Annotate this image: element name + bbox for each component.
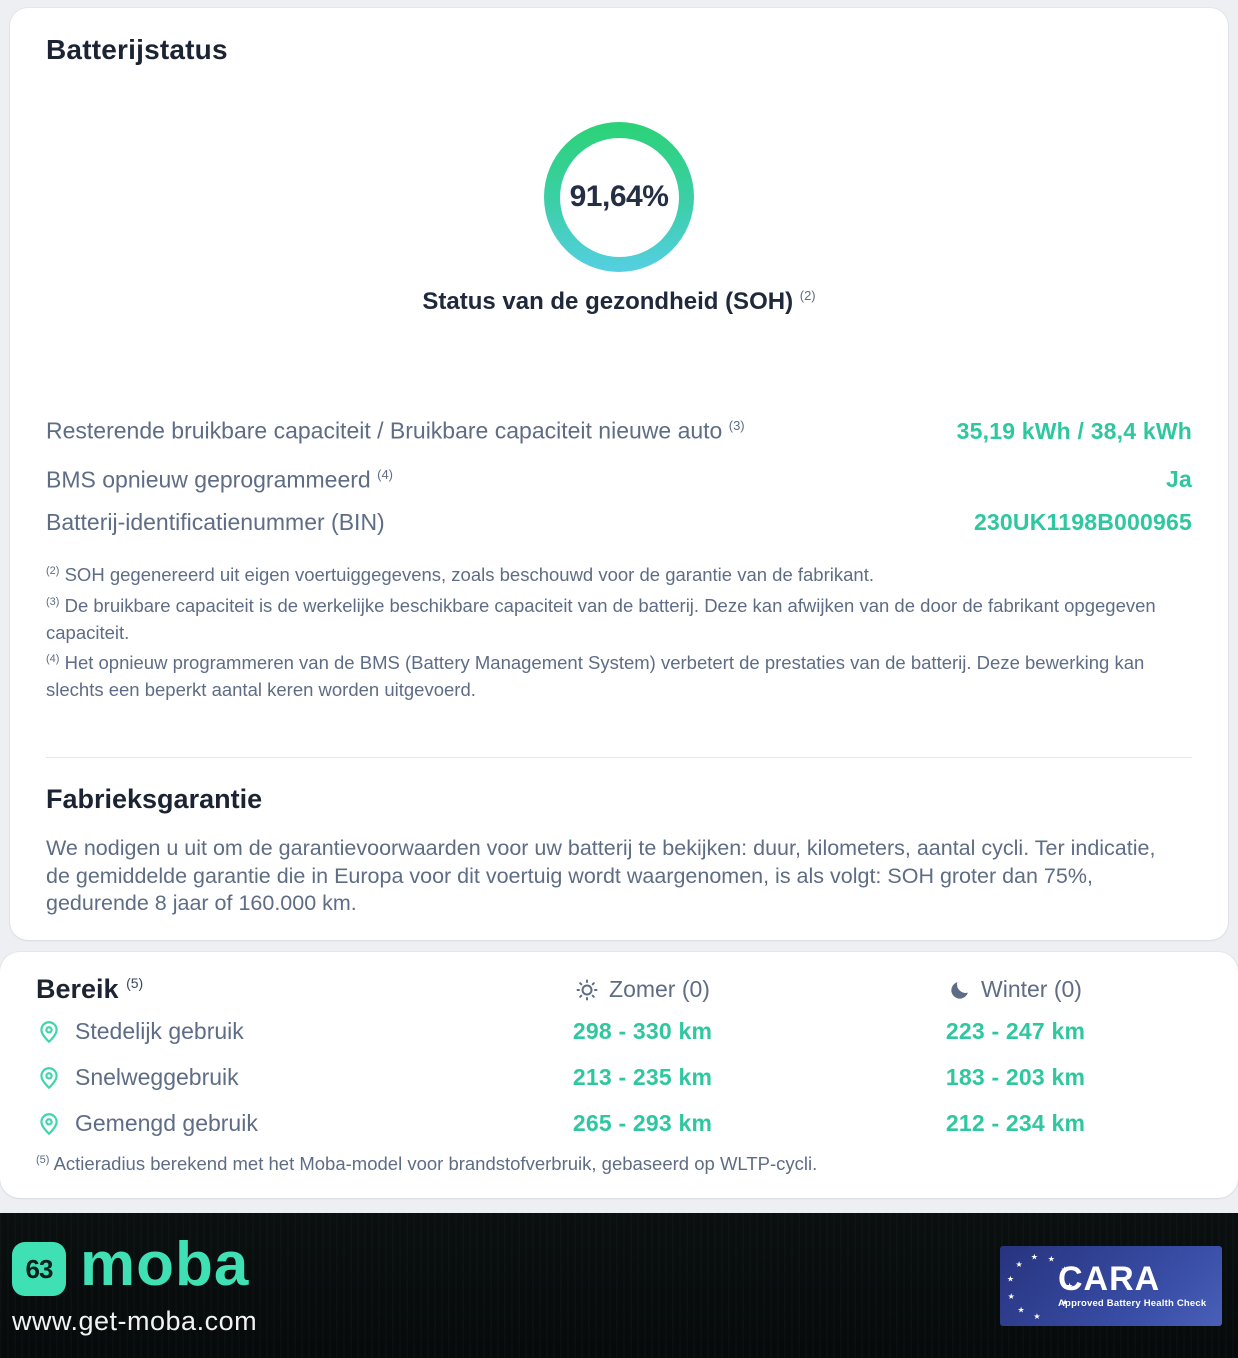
footnote-list xyxy=(46,558,1192,703)
location-pin-icon xyxy=(36,1111,62,1137)
range-value-zomer: 213 - 235 km xyxy=(572,1064,713,1090)
range-table xyxy=(36,974,1202,1143)
soh-value: 91,64% xyxy=(569,180,669,213)
spec-row-bms xyxy=(46,453,1192,502)
spec-value: 230UK1198B000965 xyxy=(973,509,1192,536)
battery-status-card xyxy=(10,8,1228,940)
range-value-winter: 212 - 234 km xyxy=(945,1110,1086,1136)
spec-label: BMS opnieuw geprogrammeerd xyxy=(46,466,371,493)
location-pin-icon xyxy=(36,1019,62,1045)
range-value-zomer: 298 - 330 km xyxy=(572,1018,713,1044)
range-row-gemengd: Gemengd gebruik xyxy=(36,1104,456,1143)
footnote-3: $^{(3)}$ De bruikbare capaciteit is de werkelijke beschikbare capaciteit van de batterij. Deze kan afwijken van de door de fabrikant opgegeven capaciteit. xyxy=(46,595,1156,643)
soh-label: Status van de gezondheid (SOH) $^{(2)}$ xyxy=(422,288,816,315)
range-card xyxy=(0,952,1238,1198)
location-pin-icon xyxy=(36,1065,62,1091)
range-row-stedelijk: Stedelijk gebruik xyxy=(36,1012,456,1051)
spec-row-capacity xyxy=(46,404,1192,453)
cara-tagline: Approved Battery Health Check xyxy=(1058,1298,1207,1309)
spec-value: Ja xyxy=(1166,466,1192,493)
page-title: Batterijstatus xyxy=(46,34,228,65)
spec-label: Resterende bruikbare capaciteit / Bruikbare capaciteit nieuwe auto xyxy=(46,417,723,444)
eu-stars-icon xyxy=(1002,1248,1078,1324)
brand-block xyxy=(12,1230,258,1337)
range-value-zomer: 265 - 293 km xyxy=(572,1110,713,1136)
soh-footnote-ref: (2) xyxy=(799,288,816,303)
section-divider xyxy=(46,757,1192,758)
range-footnote-ref: (5) xyxy=(126,975,144,991)
range-title: Bereik $^{(5)}$ xyxy=(36,974,144,1004)
soh-gauge-ring xyxy=(544,122,694,272)
footnote-5: $^{(5)}$ Actieradius berekend met het Moba-model voor brandstofverbruik, gebaseerd op WLTP-cycli. xyxy=(36,1153,818,1174)
soh-gauge xyxy=(46,122,1192,272)
moba-logo-icon: 63 xyxy=(12,1242,66,1296)
spec-label: Batterij-identificatienummer (BIN) xyxy=(46,509,385,536)
moon-icon xyxy=(949,979,971,1001)
footnote-ref: (3) xyxy=(728,418,745,433)
footnote-2: $^{(2)}$ SOH gegenereerd uit eigen voertuiggegevens, zoals beschouwd voor de garantie van de fabrikant. xyxy=(46,564,874,586)
spec-list xyxy=(46,404,1192,544)
column-header-winter: Winter (0) xyxy=(829,976,1202,1003)
cara-logo-text: CARA xyxy=(1058,1260,1161,1298)
cara-badge xyxy=(1000,1246,1222,1326)
range-value-winter: 223 - 247 km xyxy=(945,1018,1086,1044)
range-value-winter: 183 - 203 km xyxy=(945,1064,1086,1090)
spec-value: 35,19 kWh / 38,4 kWh xyxy=(956,417,1192,444)
website-link[interactable]: www.get-moba.com xyxy=(12,1306,258,1336)
footnote-4: $^{(4)}$ Het opnieuw programmeren van de BMS (Battery Management System) verbetert de prestaties van de batterij. Deze bewerking kan slechts een beperkt aantal keren worden uitgevoerd. xyxy=(46,652,1145,700)
sun-icon xyxy=(575,978,599,1002)
warranty-body: We nodigen u uit om de garantievoorwaarden voor uw batterij te bekijken: duur, kilometers, aantal cycli. Ter indicatie, de gemiddelde garantie die in Europa voor dit voertuig wordt waargenomen, is als volgt: SOH groter dan 75%, gedurende 8 jaar of 160.000 km. xyxy=(46,836,1156,916)
moba-wordmark: moba xyxy=(80,1230,250,1299)
spec-row-bin xyxy=(46,501,1192,544)
soh-gauge-center xyxy=(560,138,679,257)
range-row-snelweg: Snelweggebruik xyxy=(36,1058,456,1097)
footer xyxy=(0,1213,1238,1358)
warranty-title: Fabrieksgarantie xyxy=(46,784,263,815)
footnote-ref: (4) xyxy=(377,466,393,482)
column-header-zomer: Zomer (0) xyxy=(456,976,829,1003)
